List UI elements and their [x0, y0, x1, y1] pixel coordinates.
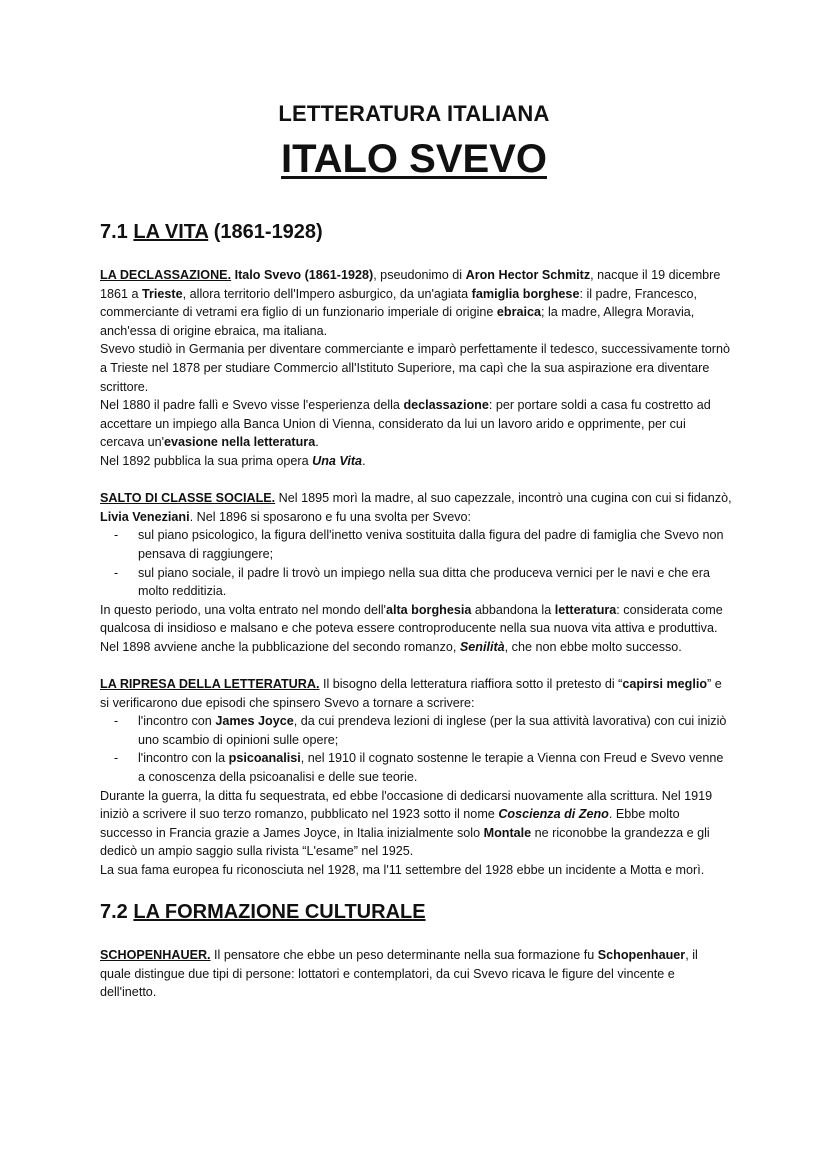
paragraph-lead: LA DECLASSAZIONE.	[100, 268, 232, 282]
paragraph-spacer	[100, 656, 732, 675]
text: , nel 1910 il cognato sostenne le terapie a Vienna con Freud e Svevo venne a conoscenza della psicoanalisi e delle sue teorie.	[138, 751, 724, 785]
document-body	[100, 218, 732, 1002]
text: Svevo studiò in Germania per diventare commerciante e imparò perfettamente il tedesco, successivamente tornò a Trieste nel 1878 per studiare Commercio all'Istituto Superiore, ma capì che la sua aspirazione era diventare scrittore.	[100, 342, 730, 394]
text: In questo periodo, una volta entrato nel mondo dell'	[100, 602, 386, 617]
emphasis-text: famiglia borghese	[471, 286, 580, 301]
section-number: 7.2	[100, 901, 128, 924]
section-suffix: (1861-1928)	[213, 221, 323, 243]
paragraph-lead: SCHOPENHAUER.	[100, 948, 211, 963]
document-title: ITALO SVEVO	[281, 137, 547, 181]
section-title: LA VITA	[133, 221, 209, 243]
text: La sua fama europea fu riconosciuta nel 1928, ma l'11 settembre del 1928 ebbe un incidente a Motta e morì.	[100, 863, 705, 877]
section-title: LA FORMAZIONE CULTURALE	[133, 901, 426, 924]
emphasis-text: Coscienza di Zeno	[498, 807, 609, 822]
emphasis-text: letteratura	[554, 602, 617, 617]
paragraph-lead: LA RIPRESA DELLA LETTERATURA.	[100, 677, 320, 692]
text: , pseudonimo di	[373, 268, 466, 282]
paragraph	[100, 601, 732, 657]
bullet-item	[100, 564, 732, 601]
section	[100, 218, 732, 898]
paragraph	[100, 861, 732, 880]
emphasis-text: psicoanalisi	[228, 751, 301, 766]
text: : per portare soldi a casa fu costretto ad accettare un impiego alla Banca Union di Vienna, considerato da lui un lavoro arido e opprimente, per cui cercava un'	[100, 398, 711, 450]
bullet-list	[100, 712, 732, 786]
text: abbandona la	[471, 602, 555, 617]
text: sul piano sociale, il padre li trovò un impiego nella sua ditta che produceva vernici per le navi e che era molto redditizia.	[138, 565, 710, 599]
text: Nel 1892 pubblica la sua prima opera	[100, 453, 313, 468]
section-number: 7.1	[100, 221, 128, 243]
emphasis-text: James Joyce	[215, 714, 294, 729]
paragraph-lead: SALTO DI CLASSE SOCIALE.	[100, 491, 276, 506]
emphasis-text: Aron Hector Schmitz	[465, 268, 591, 282]
text: sul piano psicologico, la figura dell'inetto veniva sostituita dalla figura del padre di famiglia che Svevo non pensava di raggiungere;	[138, 528, 724, 561]
text: Il pensatore che ebbe un peso determinante nella sua formazione fu	[210, 948, 598, 963]
emphasis-text: alta borghesia	[385, 602, 472, 617]
text: .	[362, 453, 366, 468]
text: , che non ebbe molto successo.	[504, 639, 682, 654]
section	[100, 898, 732, 1002]
emphasis-text: evasione nella letteratura	[164, 435, 316, 450]
text: , il quale distingue due tipi di persone: lottatori e contemplatori, da cui Svevo ricava le figure del vincente e dell'inetto.	[100, 948, 698, 1000]
emphasis-text: ebraica	[496, 305, 541, 320]
paragraph	[100, 266, 732, 340]
paragraph-spacer	[100, 471, 732, 490]
bullet-list	[100, 526, 732, 600]
paragraph	[100, 340, 732, 396]
text: l'incontro con la	[138, 751, 229, 766]
paragraph	[100, 489, 732, 526]
paragraph	[100, 787, 732, 861]
emphasis-text: Montale	[483, 825, 532, 840]
text: ; la madre, Allegra Moravia, anch'essa di origine ebraica, ma italiana.	[100, 305, 695, 338]
document-subject: LETTERATURA ITALIANA	[278, 101, 550, 126]
paragraph-spacer	[100, 880, 732, 899]
emphasis-text: declassazione	[403, 398, 489, 413]
emphasis-text: Senilità	[459, 639, 505, 654]
text: l'incontro con	[138, 714, 216, 729]
text: Durante la guerra, la ditta fu sequestrata, ed ebbe l'occasione di dedicarsi nuovamente alla scrittura. Nel 1919 iniziò a scrivere il suo terzo romanzo, pubblicato nel 1923 sotto il nome	[100, 788, 713, 822]
text: , nacque il 19 dicembre 1861 a	[100, 268, 721, 301]
paragraph	[100, 452, 732, 471]
bullet-item	[100, 712, 732, 749]
text: : considerata come qualcosa di insidioso e malsano e che poteva essere controproducente nella sua nuova vita attiva e produttiva. Nel 1898 avviene anche la pubblicazione del secondo romanzo,	[100, 602, 723, 654]
emphasis-text: Una Vita	[312, 453, 363, 468]
text: ” e si verificarono due episodi che spinsero Svevo a tornare a scrivere:	[100, 677, 722, 710]
text: .	[315, 435, 319, 450]
text: . Ebbe molto successo in Francia grazie a James Joyce, in Italia inizialmente solo	[100, 807, 680, 840]
section-heading	[100, 218, 732, 246]
text: : il padre, Francesco, commerciante di vetrami era figlio di un funzionario imperiale di origine	[100, 286, 698, 320]
text: Nel 1895 morì la madre, al suo capezzale, incontrò una cugina con cui si fidanzò,	[275, 491, 732, 506]
text: , allora territorio dell'Impero asburgico, da un'agiata	[182, 286, 472, 301]
bullet-item	[100, 526, 732, 563]
bullet-item	[100, 749, 732, 786]
paragraph	[100, 675, 732, 712]
emphasis-text: Livia Veneziani	[100, 509, 190, 524]
emphasis-text: Italo Svevo (1861-1928)	[234, 268, 374, 282]
text: ne riconobbe la grandezza e gli dedicò un ampio saggio sulla rivista “L'esame” nel 1925.	[100, 825, 710, 859]
text: Nel 1880 il padre fallì e Svevo visse l'esperienza della	[100, 398, 404, 413]
emphasis-text: Schopenhauer	[597, 948, 686, 963]
text: . Nel 1896 si sposarono e fu una svolta per Svevo:	[189, 509, 472, 524]
paragraph	[100, 946, 732, 1002]
section-heading	[100, 898, 732, 926]
text: Il bisogno della letteratura riaffiora sotto il pretesto di “	[319, 677, 623, 692]
paragraph	[100, 396, 732, 452]
emphasis-text: Trieste	[142, 286, 183, 301]
text: , da cui prendeva lezioni di inglese (per la sua attività lavorativa) con cui iniziò uno scambio di opinioni sulle opere;	[138, 714, 727, 747]
emphasis-text: capirsi meglio	[622, 677, 708, 692]
